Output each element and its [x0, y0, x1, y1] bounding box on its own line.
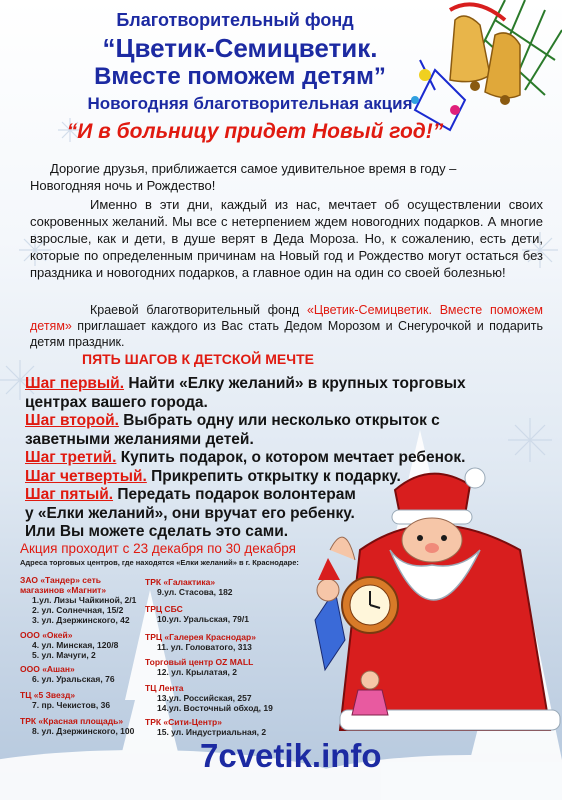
action-title: Новогодняя благотворительная акция	[87, 94, 413, 113]
intro-paragraph-2: Именно в эти дни, каждый из нас, мечтает об осуществлении своих сокровенных желаний. Мы все с нетерпением ждем новогодних подарков. А многие взрослые, как и дети, в душе верят в Деда Мороза. Но, к сожалению, есть дети, которые по определенным причинам на Новый год и Рождество могут остаться без праздника и новогодних подарков, а главное один на один со своей болезнью!	[30, 197, 543, 280]
step-text: Передать подарок волонтерам у «Елки желаний», они вручат его ребенку.	[25, 486, 356, 522]
step-item	[25, 486, 365, 523]
store-address: 12. ул. Крылатая, 2	[157, 667, 237, 677]
fund-name-line2: Вместе поможем детям”	[94, 63, 386, 90]
invite-paragraph	[30, 302, 543, 350]
store-address: 2. ул. Солнечная, 15/2	[32, 605, 124, 615]
steps-closing: Или Вы можете сделать это сами.	[25, 523, 289, 540]
address-group	[145, 683, 305, 713]
steps-title: ПЯТЬ ШАГОВ К ДЕТСКОЙ МЕЧТЕ	[82, 351, 314, 367]
store-address: 4. ул. Минская, 120/8	[32, 640, 119, 650]
store-address: 10.ул. Уральская, 79/1	[157, 614, 249, 624]
fund-heading: Благотворительный фонд	[116, 10, 354, 30]
step-label: Шаг четвертый.	[25, 467, 147, 485]
promo-dates: Акция проходит с 23 декабря по 30 декабря	[20, 541, 296, 556]
store-address: 1.ул. Лизы Чайкиной, 2/1	[32, 595, 137, 605]
store-address: 6. ул. Уральская, 76	[32, 674, 115, 684]
step-label: Шаг второй.	[25, 412, 119, 429]
store-name: ТРЦ СБС	[145, 604, 183, 614]
action-slogan: “И в больницу придет Новый год!”	[66, 120, 444, 143]
address-group	[145, 604, 305, 624]
invite-pre: Краевой благотворительный фонд	[90, 303, 300, 317]
invite-post: приглашает каждого из Вас стать Дедом Морозом и Снегурочкой и подарить детям праздник.	[30, 319, 543, 349]
step-item	[25, 468, 495, 487]
store-address: 15. ул. Индустриальная, 2	[157, 727, 267, 737]
step-label: Шаг первый.	[25, 375, 125, 392]
store-name: Торговый центр OZ MALL	[145, 657, 254, 667]
step-label: Шаг третий.	[25, 449, 117, 466]
address-group	[20, 690, 145, 710]
step-item	[25, 412, 495, 449]
store-name: ТРК «Красная площадь»	[20, 716, 124, 726]
addresses-heading: Адреса торговых центров, где находятся «Елки желаний» в г. Краснодаре:	[20, 558, 299, 567]
store-name: ООО «Ашан»	[20, 664, 75, 674]
intro-paragraph-1: Дорогие друзья, приближается самое удивительное время в году – Новогодняя ночь и Рождество!	[30, 161, 457, 193]
store-name: ТЦ Лента	[145, 683, 184, 693]
store-name: ТЦ «5 Звезд»	[20, 690, 76, 700]
address-group	[145, 657, 305, 677]
fund-name-line1: “Цветик-Семицветик.	[102, 33, 378, 63]
store-address: 14.ул. Восточный обход, 19	[157, 703, 273, 713]
address-group	[20, 664, 145, 684]
step-text: Прикрепить открытку к подарку.	[151, 467, 401, 485]
store-name: ТРЦ «Галерея Краснодар»	[145, 632, 256, 642]
step-text: Купить подарок, о котором мечтает ребенок.	[120, 449, 466, 466]
store-address: 7. пр. Чекистов, 36	[32, 700, 111, 710]
invite-fund-name: «Цветик-Семицветик. Вместе поможем детям»	[30, 303, 543, 333]
store-name: ЗАО «Тандер» сеть магазинов «Магнит»	[20, 575, 107, 595]
store-address: 9.ул. Стасова, 182	[157, 587, 233, 597]
address-group	[145, 717, 305, 737]
store-name: ТРК «Сити-Центр»	[145, 717, 222, 727]
step-text: Выбрать одну или несколько открыток с заветными желаниями детей.	[25, 412, 440, 448]
address-group	[20, 630, 145, 660]
step-item	[25, 449, 495, 468]
store-address: 8. ул. Дзержинского, 100	[32, 726, 135, 736]
step-text: Найти «Елку желаний» в крупных торговых центрах вашего города.	[25, 375, 466, 411]
store-name: ТРК «Галактика»	[145, 577, 216, 587]
store-name: ООО «Окей»	[20, 630, 73, 640]
store-address: 5. ул. Мачуги, 2	[32, 650, 96, 660]
steps-list	[25, 375, 495, 542]
store-address: 13.ул. Российская, 257	[157, 693, 252, 703]
store-address: 3. ул. Дзержинского, 42	[32, 615, 130, 625]
address-group	[20, 575, 145, 625]
step-item	[25, 375, 495, 412]
address-group	[145, 632, 305, 652]
website-link[interactable]: 7cvetik.info	[200, 737, 382, 774]
store-address: 11. ул. Головатого, 313	[157, 642, 252, 652]
step-label: Шаг пятый.	[25, 486, 114, 503]
address-group	[145, 577, 305, 597]
